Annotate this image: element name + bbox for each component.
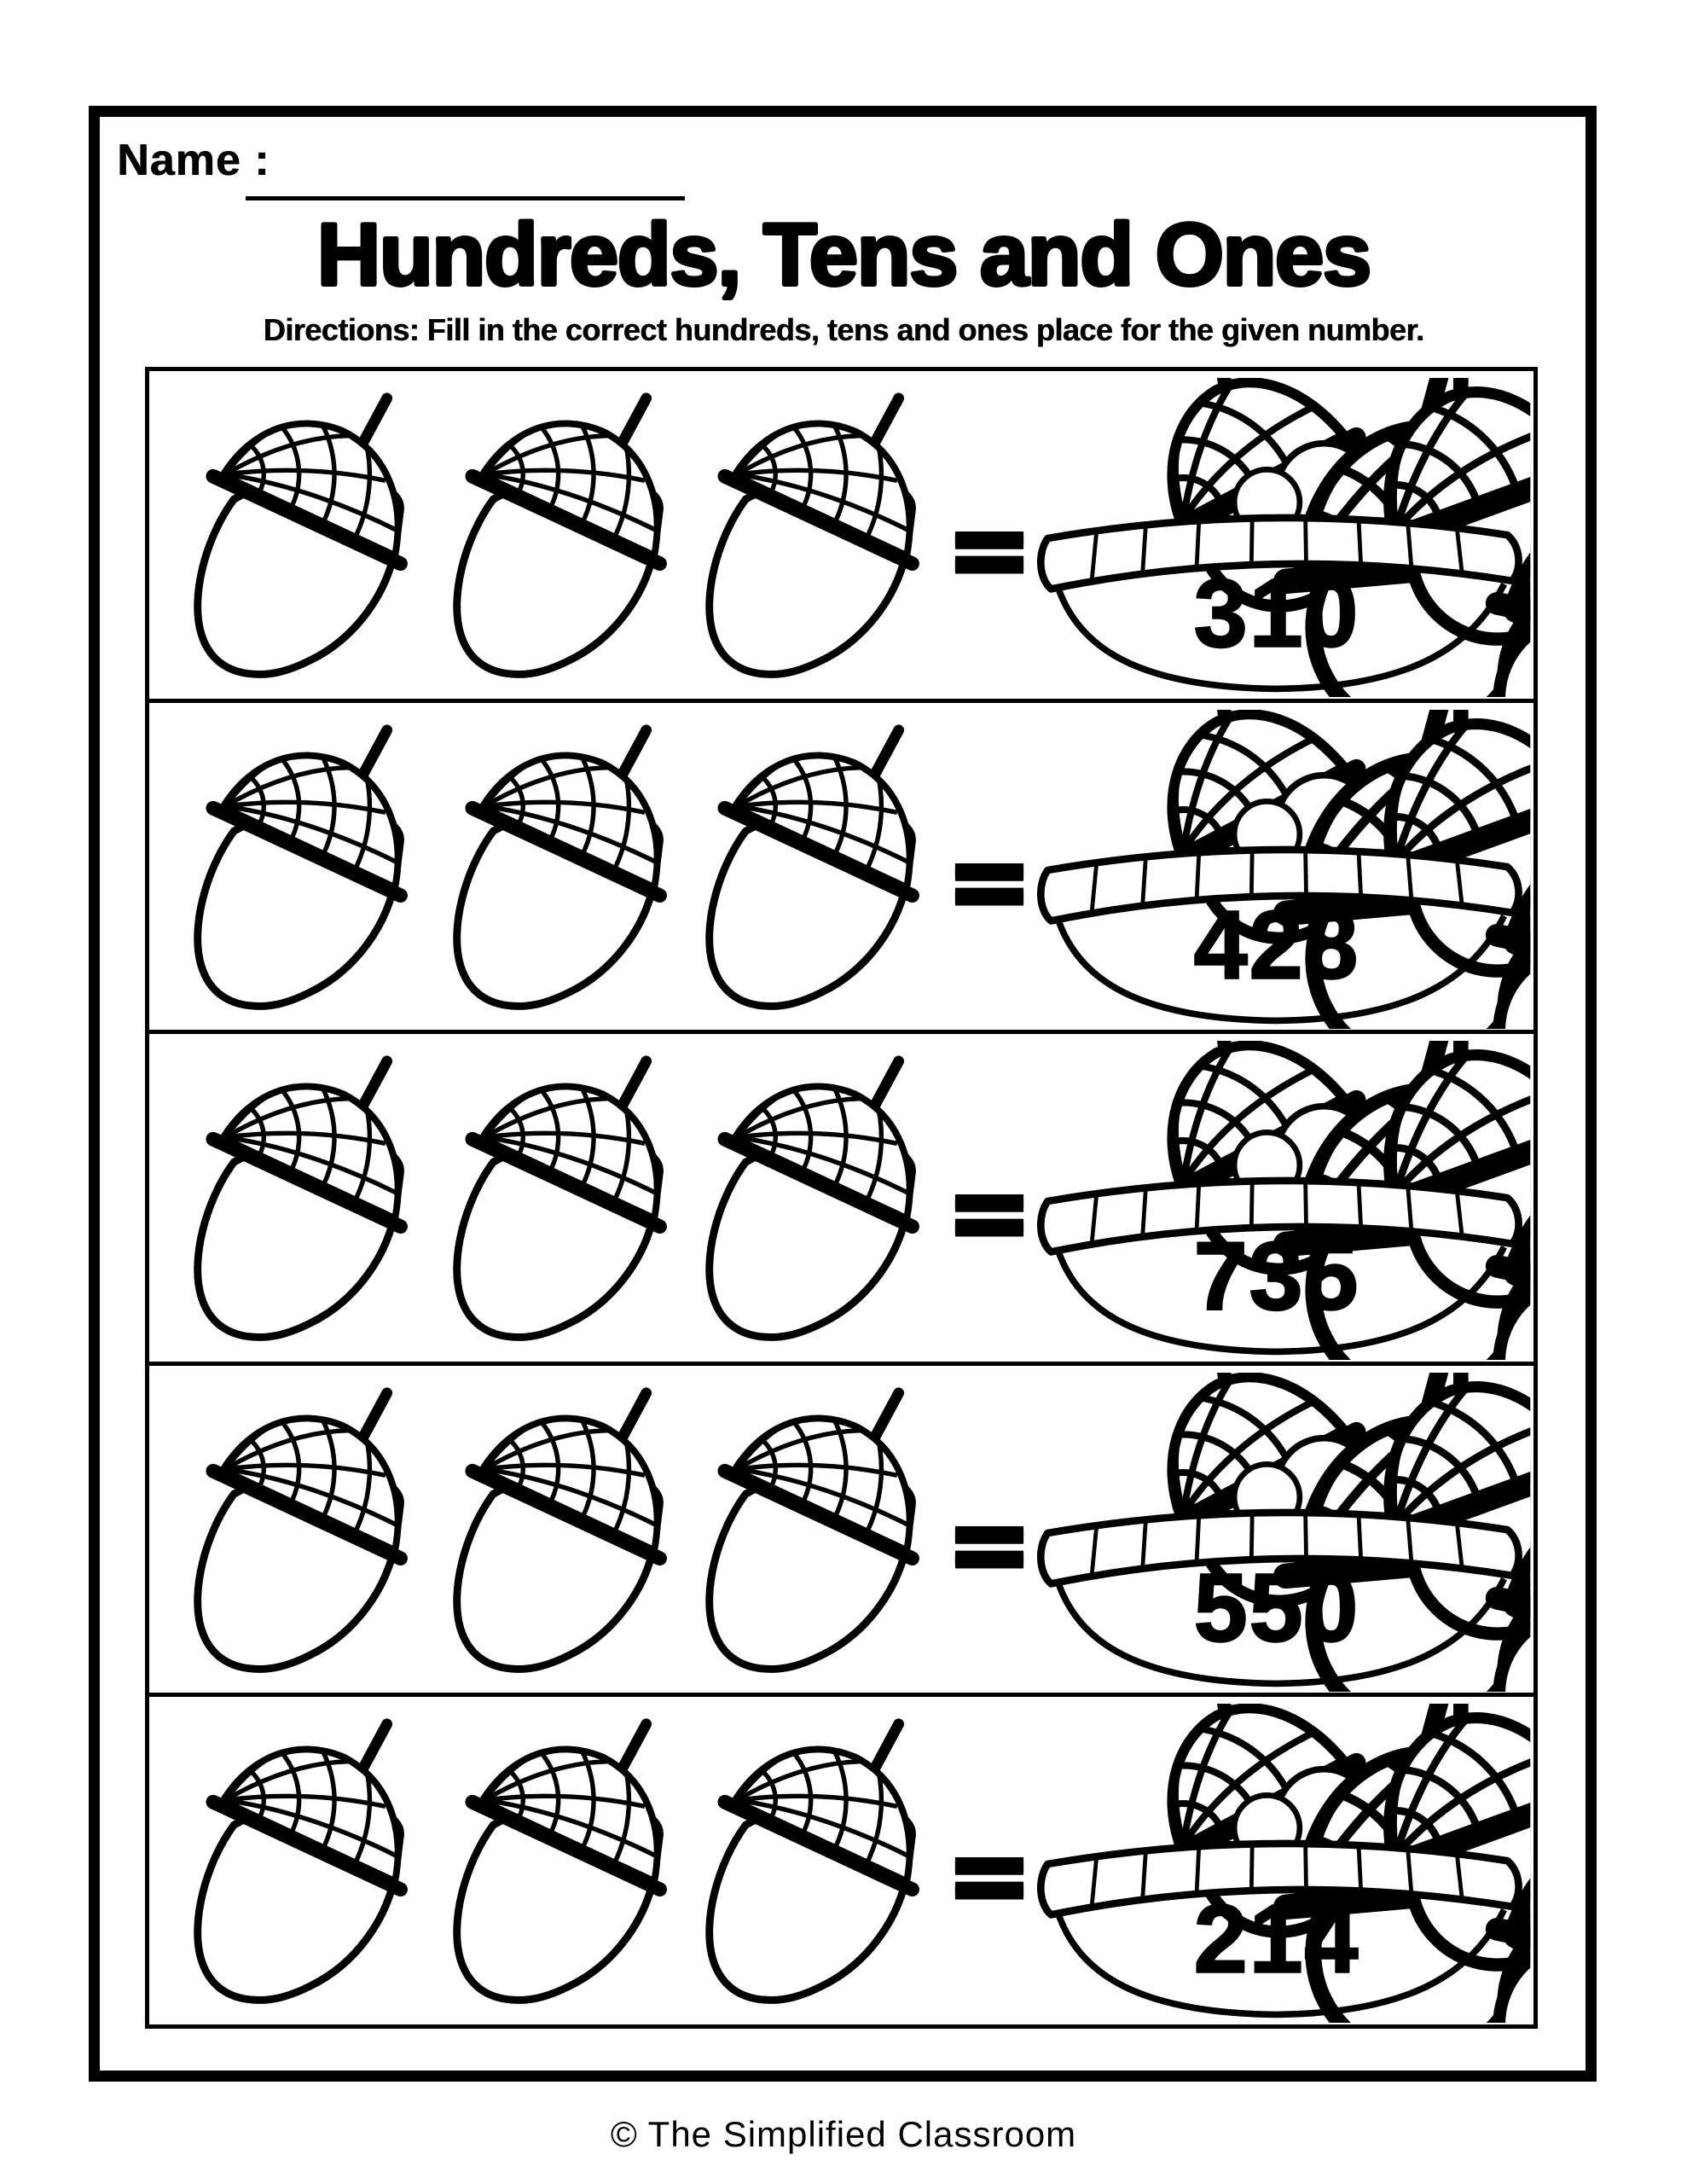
acorn-fill-in-icon[interactable] [700, 1385, 944, 1675]
worksheet-row-2 [149, 703, 1533, 1035]
acorn-bowl-icon [1012, 710, 1541, 1029]
acorn-fill-in-icon[interactable] [188, 390, 432, 680]
acorn-fill-in-icon[interactable] [448, 722, 692, 1012]
acorn-fill-in-icon[interactable] [700, 390, 944, 680]
worksheet-row-4 [149, 1366, 1533, 1698]
acorn-fill-in-icon[interactable] [448, 1716, 692, 2006]
acorn-fill-in-icon[interactable] [700, 1053, 944, 1343]
directions-text: Directions: Fill in the correct hundreds, tens and ones place for the given number. [263, 312, 1424, 347]
acorn-bowl [1012, 378, 1541, 697]
acorn-bowl [1012, 1373, 1541, 1692]
equals-icon: = [943, 486, 1035, 613]
equals-icon: = [943, 817, 1035, 945]
acorn-bowl-icon [1012, 1373, 1541, 1692]
acorn-fill-in-icon[interactable] [188, 1716, 432, 2006]
acorn-fill-in-icon[interactable] [448, 1053, 692, 1343]
worksheet-table [145, 367, 1538, 2029]
acorn-bowl-icon [1012, 1704, 1541, 2023]
equals-icon: = [943, 1149, 1035, 1277]
acorn-fill-in-icon[interactable] [188, 1053, 432, 1343]
name-label: Name : [117, 136, 270, 185]
acorn-bowl [1012, 710, 1541, 1029]
worksheet-row-5 [149, 1697, 1533, 2024]
acorn-bowl [1012, 1704, 1541, 2023]
bowl-number: 214 [1193, 1885, 1360, 1993]
bowl-number: 550 [1193, 1554, 1360, 1662]
bowl-number: 428 [1193, 891, 1360, 999]
worksheet-row-1 [149, 371, 1533, 703]
footer-credit: © The Simplified Classroom [610, 2114, 1077, 2154]
bowl-number: 310 [1193, 559, 1360, 667]
bowl-number: 735 [1193, 1222, 1360, 1330]
acorn-fill-in-icon[interactable] [700, 722, 944, 1012]
page-title: Hundreds, Tens and Ones [316, 206, 1371, 305]
equals-icon: = [943, 1812, 1035, 1940]
acorn-fill-in-icon[interactable] [448, 1385, 692, 1675]
acorn-fill-in-icon[interactable] [188, 722, 432, 1012]
worksheet-row-3 [149, 1034, 1533, 1366]
acorn-bowl-icon [1012, 378, 1541, 697]
acorn-bowl [1012, 1041, 1541, 1360]
acorn-fill-in-icon[interactable] [188, 1385, 432, 1675]
acorn-fill-in-icon[interactable] [700, 1716, 944, 2006]
acorn-bowl-icon [1012, 1041, 1541, 1360]
name-write-line[interactable] [246, 143, 685, 200]
equals-icon: = [943, 1480, 1035, 1608]
acorn-fill-in-icon[interactable] [448, 390, 692, 680]
